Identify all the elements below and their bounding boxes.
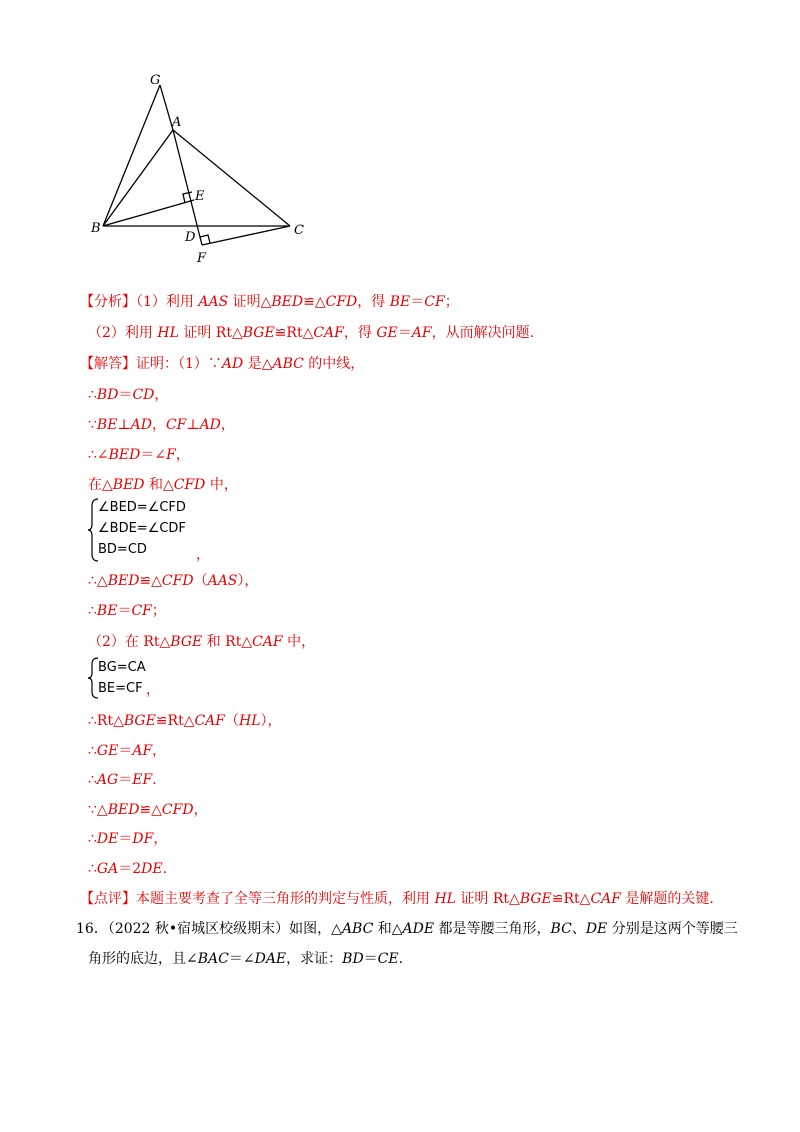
segment-BE — [103, 200, 194, 226]
label-B: B — [91, 221, 101, 236]
analysis-line-1: 【分析】（1）利用 AAS 证明△BED≌△CFD，得 BE＝CF； — [80, 294, 459, 310]
label-C: C — [294, 223, 304, 238]
solution-line-10: ∴GE＝AF， — [88, 743, 167, 759]
comment-tag: 【点评】 — [80, 891, 136, 907]
question-16-line-2: 角形的底边，且∠BAC＝∠DAE，求证：BD＝CE. — [88, 951, 404, 967]
solution-line-7: ∴BE＝CF； — [88, 603, 166, 619]
segment-AB — [103, 130, 173, 226]
label-A: A — [172, 115, 182, 130]
system-1-eq-2: ∠BDE=∠CDF — [98, 521, 186, 536]
solution-line-12: ∵△BED≌△CFD， — [88, 802, 208, 818]
label-G: G — [150, 73, 161, 88]
system-1-eq-1: ∠BED=∠CFD — [98, 500, 186, 515]
label-E: E — [195, 189, 205, 204]
solution-line-3: ∵BE⊥AD，CF⊥AD， — [88, 417, 235, 433]
label-F: F — [197, 251, 207, 266]
system-2 — [98, 657, 146, 699]
solution-line-6: ∴△BED≌△CFD（AAS）， — [88, 573, 259, 589]
analysis-line-2: （2）利用 HL 证明 Rt△BGE≌Rt△CAF，得 GE＝AF，从而解决问题. — [88, 325, 535, 341]
segment-AF — [173, 130, 202, 245]
segment-GB — [103, 85, 160, 226]
system-1 — [98, 497, 186, 560]
question-number: 16． — [76, 921, 108, 937]
solution-tag: 【解答】 — [80, 356, 136, 372]
solution-line-5: 在△BED 和△CFD 中， — [88, 477, 238, 493]
question-16-line-1: 16．（2022 秋•宿城区校级期末）如图，△ABC 和△ADE 都是等腰三角形，BC、DE 分别是这两个等腰三 — [76, 921, 738, 937]
system-2-end: ， — [146, 682, 160, 698]
geometry-figure — [80, 68, 340, 278]
system-1-end: ， — [196, 547, 210, 563]
solution-line-4: ∴∠BED＝∠F， — [88, 447, 190, 463]
solution-line-11: ∴AG＝EF. — [88, 772, 157, 788]
solution-line-9: ∴Rt△BGE≌Rt△CAF（HL）， — [88, 713, 282, 729]
solution-line-8: （2）在 Rt△BGE 和 Rt△CAF 中， — [88, 634, 316, 650]
segment-AC — [173, 130, 290, 226]
system-2-eq-2: BE=CF — [98, 681, 143, 696]
system-1-eq-3: BD=CD — [98, 542, 147, 557]
solution-line-1: 【解答】证明：（1）∵AD 是△ABC 的中线， — [80, 356, 365, 372]
solution-line-2: ∴BD＝CD， — [88, 387, 169, 403]
system-2-eq-1: BG=CA — [98, 660, 146, 675]
solution-line-13: ∴DE＝DF， — [88, 831, 168, 847]
solution-line-14: ∴GA＝2DE. — [88, 861, 168, 877]
comment-line: 【点评】本题主要考查了全等三角形的判定与性质，利用 HL 证明 Rt△BGE≌Rt△CAF 是解题的关键. — [80, 891, 714, 907]
segment-CF — [202, 226, 290, 245]
label-D: D — [185, 230, 196, 245]
analysis-tag: 【分析】 — [80, 294, 136, 310]
